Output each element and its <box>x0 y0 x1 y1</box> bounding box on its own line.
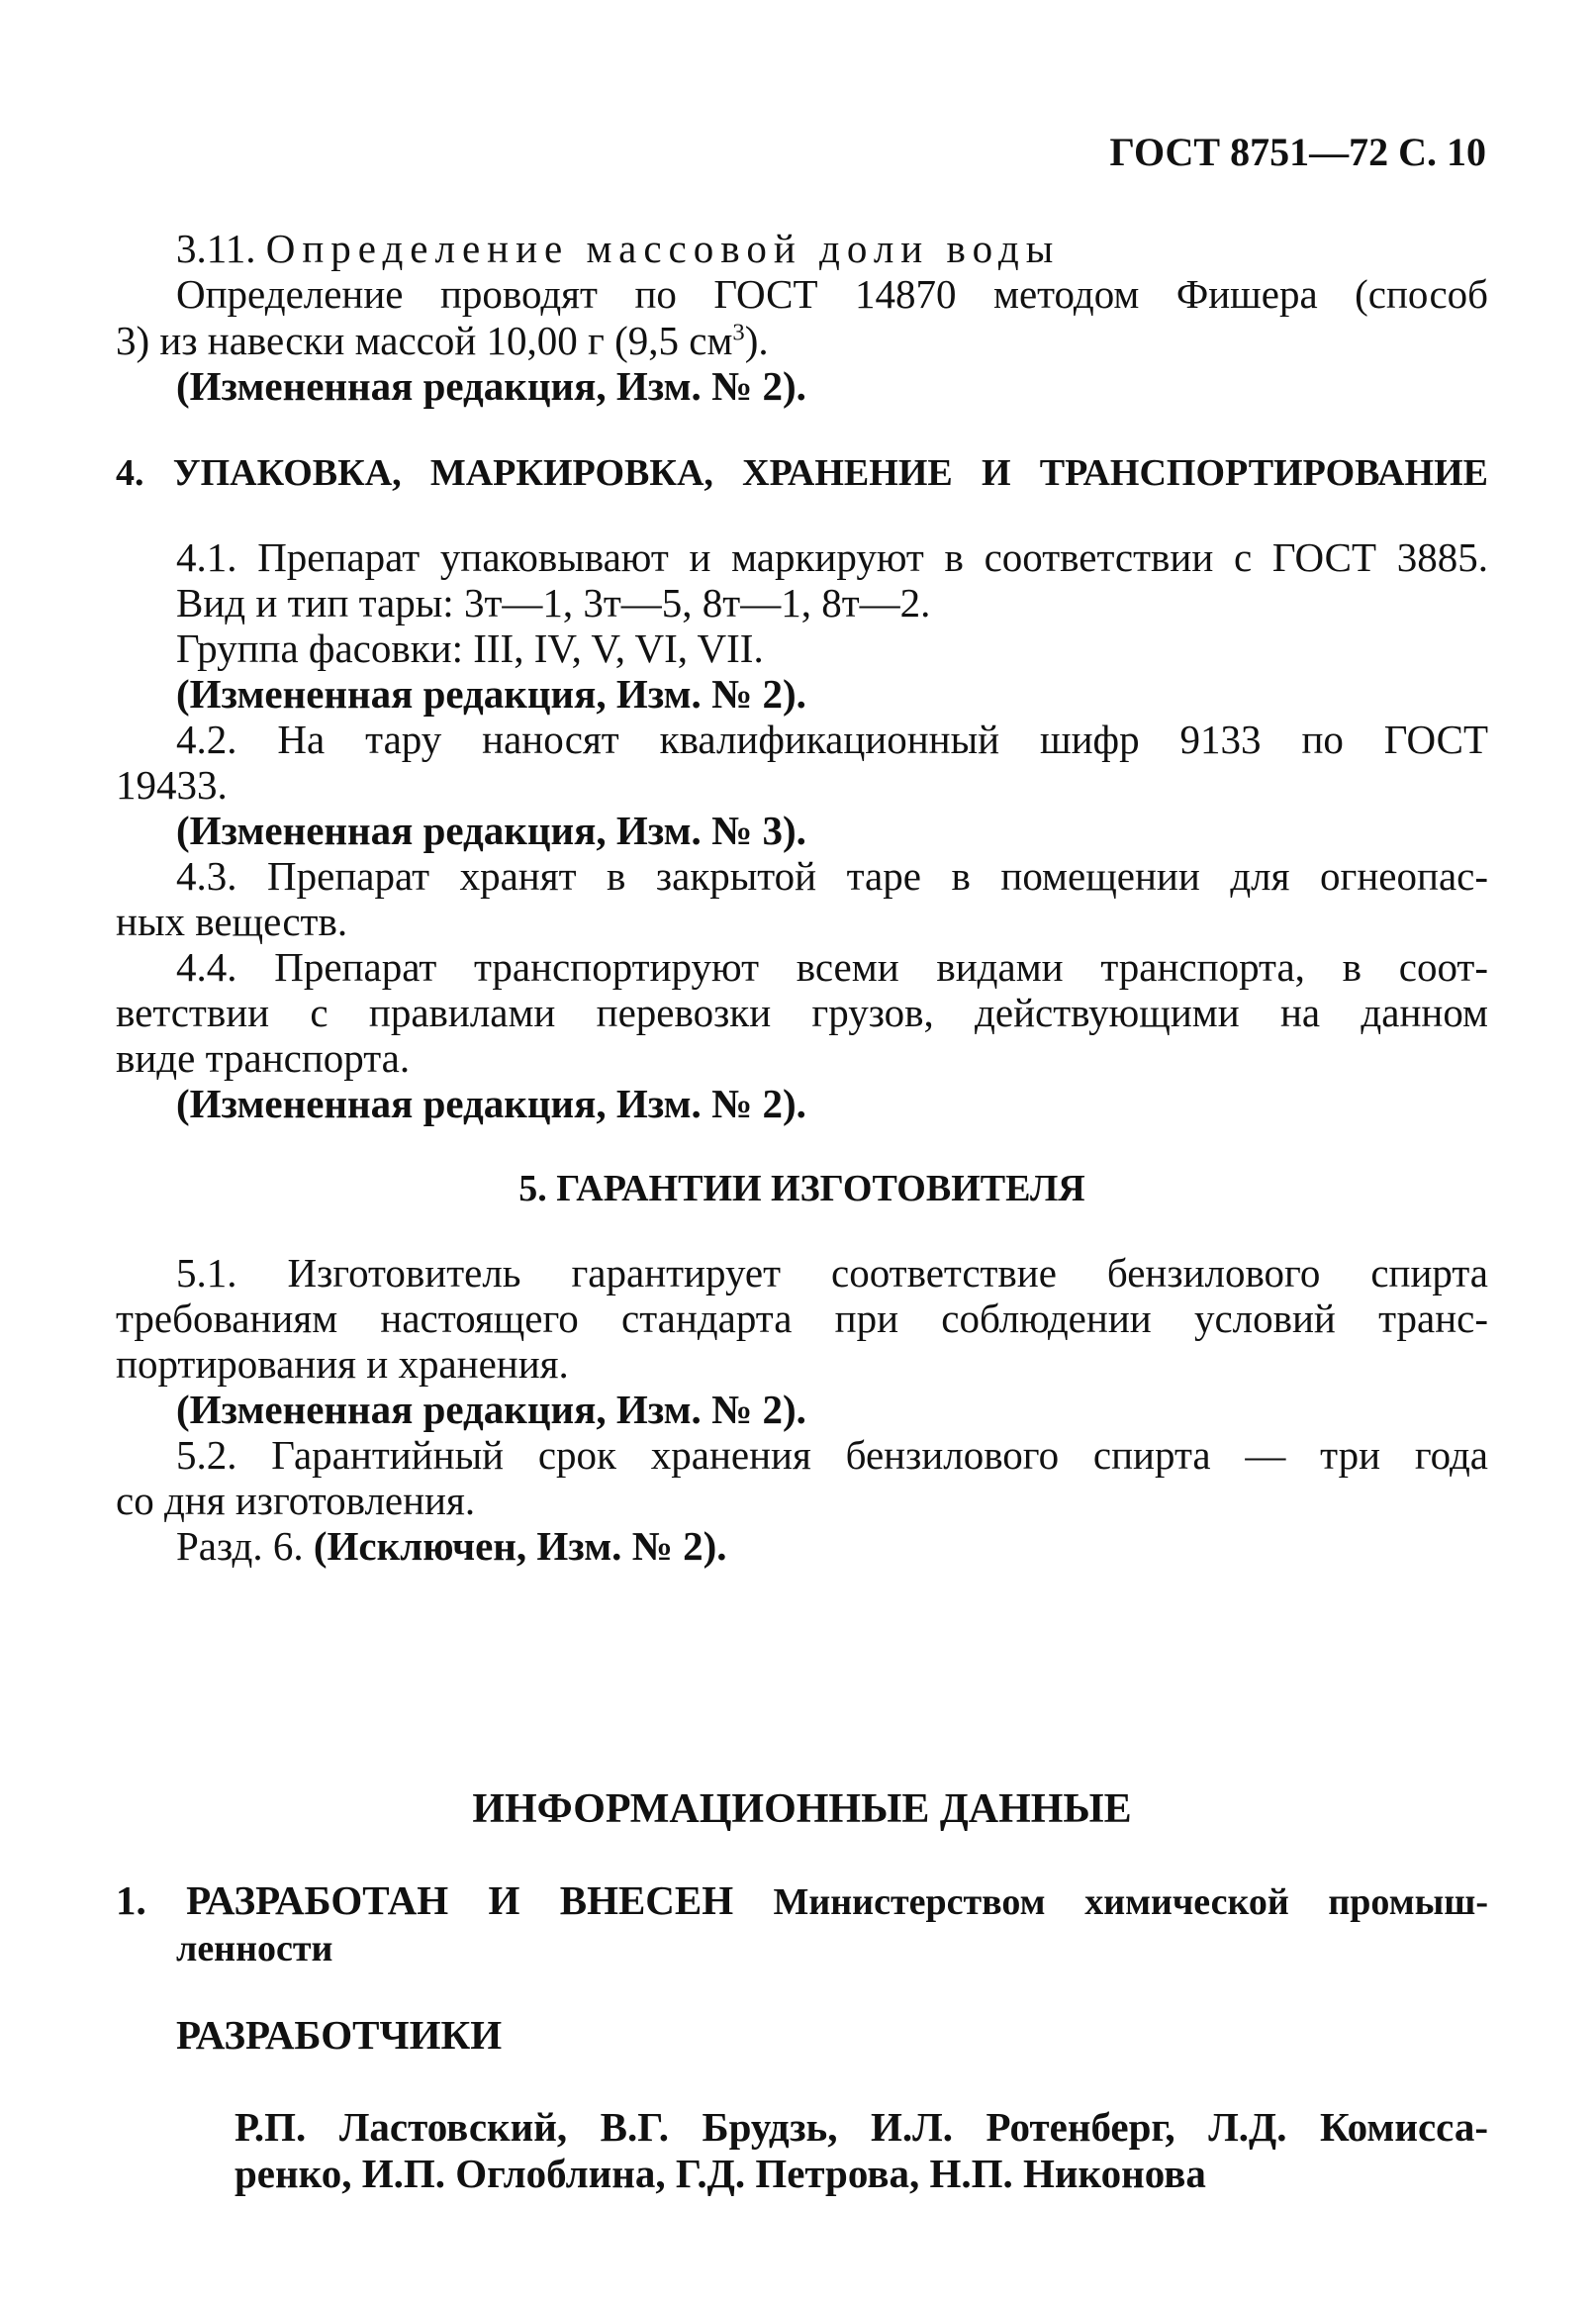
developers-list-line: Р.П. Ластовский, В.Г. Брудзь, И.Л. Ротенберг, Л.Д. Комисса- <box>235 2104 1488 2150</box>
section-4-heading: 4. УПАКОВКА, МАРКИРОВКА, ХРАНЕНИЕ И ТРАНСПОРТИРОВАНИЕ <box>116 452 1488 494</box>
paragraph-line: виде транспорта. <box>116 1035 411 1081</box>
razd-6-note: Разд. 6. (Исключен, Изм. № 2). <box>176 1523 727 1569</box>
paragraph-line: требованиям настоящего стандарта при соблюдении условий транс- <box>116 1296 1488 1341</box>
paragraph-line: ных веществ. <box>116 899 348 944</box>
section-3-11-title <box>176 225 1060 272</box>
amendment-note: (Измененная редакция, Изм. № 2). <box>176 1081 806 1126</box>
paragraph-line: ветствии с правилами перевозки грузов, действующими на данном <box>116 990 1488 1035</box>
paragraph-line: 5.2. Гарантийный срок хранения бензилового спирта — три года <box>176 1432 1488 1478</box>
amendment-note: (Измененная редакция, Изм. № 2). <box>176 363 806 409</box>
info-item-1: 1. РАЗРАБОТАН И ВНЕСЕН Министерством химической промыш- <box>116 1877 1488 1923</box>
section-title-spaced: Определение массовой доли воды <box>265 226 1061 271</box>
paragraph-line: Определение проводят по ГОСТ 14870 методом Фишера (способ <box>176 271 1488 317</box>
paragraph-line: 4.3. Препарат хранят в закрытой таре в помещении для огнеопас- <box>176 853 1488 899</box>
info-item-1-cont: ленности <box>176 1928 333 1969</box>
paragraph-line: портирования и хранения. <box>116 1341 569 1387</box>
superscript: 3 <box>732 319 745 346</box>
developers-heading: РАЗРАБОТЧИКИ <box>176 2012 503 2058</box>
paragraph-line: Группа фасовки: III, IV, V, VI, VII. <box>176 625 764 671</box>
page-header: ГОСТ 8751—72 С. 10 <box>1109 130 1486 174</box>
paragraph-line: 4.2. На тару наносят квалификационный шифр 9133 по ГОСТ <box>176 717 1488 762</box>
paragraph-line: 4.1. Препарат упаковывают и маркируют в соответствии с ГОСТ 3885. <box>176 534 1488 580</box>
paragraph-line: со дня изготовления. <box>116 1478 476 1523</box>
paragraph-line: 4.4. Препарат транспортируют всеми видами транспорта, в соот- <box>176 944 1488 990</box>
amendment-note: (Измененная редакция, Изм. № 2). <box>176 671 806 717</box>
section-5-heading: 5. ГАРАНТИИ ИЗГОТОВИТЕЛЯ <box>518 1168 1085 1209</box>
paragraph-line: 5.1. Изготовитель гарантирует соответствие бензилового спирта <box>176 1250 1488 1296</box>
amendment-note: (Измененная редакция, Изм. № 2). <box>176 1387 806 1432</box>
developers-list-line: ренко, И.П. Оглоблина, Г.Д. Петрова, Н.П. Никонова <box>235 2151 1206 2196</box>
section-number: 3.11. <box>176 226 256 271</box>
paragraph-line: 19433. <box>116 762 228 808</box>
info-heading: ИНФОРМАЦИОННЫЕ ДАННЫЕ <box>472 1786 1132 1832</box>
paragraph-line: Вид и тип тары: 3т—1, 3т—5, 8т—1, 8т—2. <box>176 580 931 625</box>
paragraph-line: 3) из навески массой 10,00 г (9,5 $см^3$). <box>116 318 769 363</box>
amendment-note: (Измененная редакция, Изм. № 3). <box>176 808 806 853</box>
